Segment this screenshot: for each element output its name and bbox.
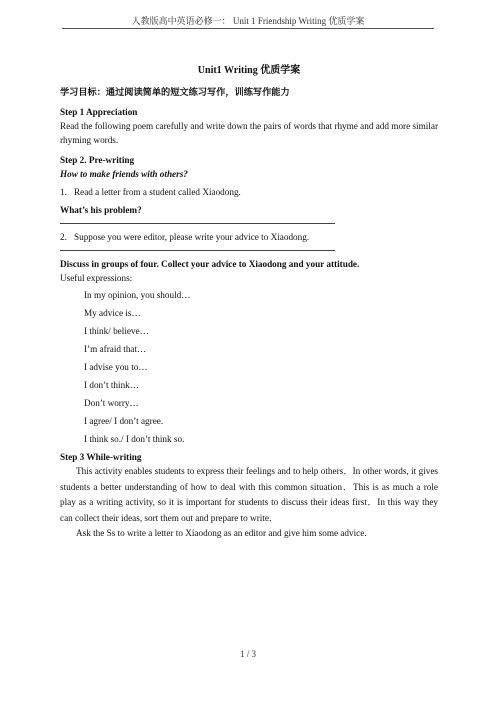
step3-text: This activity enables students to express their feelings and to help others．In other words, it gives students a better understanding of how to deal with this common situation．This is as much a role play as a writing activity, so it is important for students to discuss their ideas first．In this way they can collect their ideas, sort them out and prepare to write． <box>60 466 438 523</box>
item-number: 1. <box>60 187 67 197</box>
discuss-heading: Discuss in groups of four. Collect your advice to Xiaodong and your attitude. <box>60 259 360 269</box>
answer-line <box>60 223 335 224</box>
page-number: 1 / 3 <box>239 649 256 659</box>
header-rule <box>62 28 434 29</box>
item-number: 2. <box>60 232 67 242</box>
step3-instruction: Ask the Ss to write a letter to Xiaodong as an editor and give him some advice. <box>76 528 367 538</box>
item-text: Suppose you were editor, please write your advice to Xiaodong. <box>74 232 310 242</box>
step2-subheading: How to make friends with others? <box>60 169 188 179</box>
step1-heading: Step 1 Appreciation <box>60 107 138 117</box>
step2-heading: Step 2. Pre-writing <box>60 155 135 165</box>
expression-item: I’m afraid that… <box>84 344 147 354</box>
item-text: Read a letter from a student called Xiaodong. <box>74 187 241 197</box>
step1-text: Read the following poem carefully and write down the pairs of words that rhyme and add more similar rhyming words. <box>60 121 438 145</box>
expression-item: I think/ believe… <box>84 326 149 336</box>
expressions-list <box>60 288 438 446</box>
page-header: 人教版高中英语必修一： Unit 1 Friendship Writing 优质学案 <box>131 16 365 26</box>
expression-item: I agree/ I don’t agree. <box>84 416 164 426</box>
step2-item-2 <box>60 230 438 244</box>
expression-item: In my opinion, you should… <box>84 290 191 300</box>
step3-heading: Step 3 While-writing <box>60 452 142 462</box>
expression-item: Don’t worry… <box>84 398 139 408</box>
expression-item: I advise you to… <box>84 362 148 372</box>
step2-item-1 <box>60 185 438 199</box>
document-title: Unit1 Writing 优质学案 <box>197 65 301 76</box>
expression-item: I don’t think… <box>84 380 139 390</box>
step2-question: What’s his problem? <box>60 205 142 215</box>
answer-line <box>60 250 335 251</box>
expression-item: My advice is… <box>84 308 141 318</box>
learning-objective: 学习目标：通过阅读简单的短文练习写作，训练写作能力 <box>60 87 290 97</box>
expression-item: I think so./ I don’t think so. <box>84 434 185 444</box>
useful-expressions-label: Useful expressions: <box>60 273 133 283</box>
document-body <box>60 64 438 542</box>
